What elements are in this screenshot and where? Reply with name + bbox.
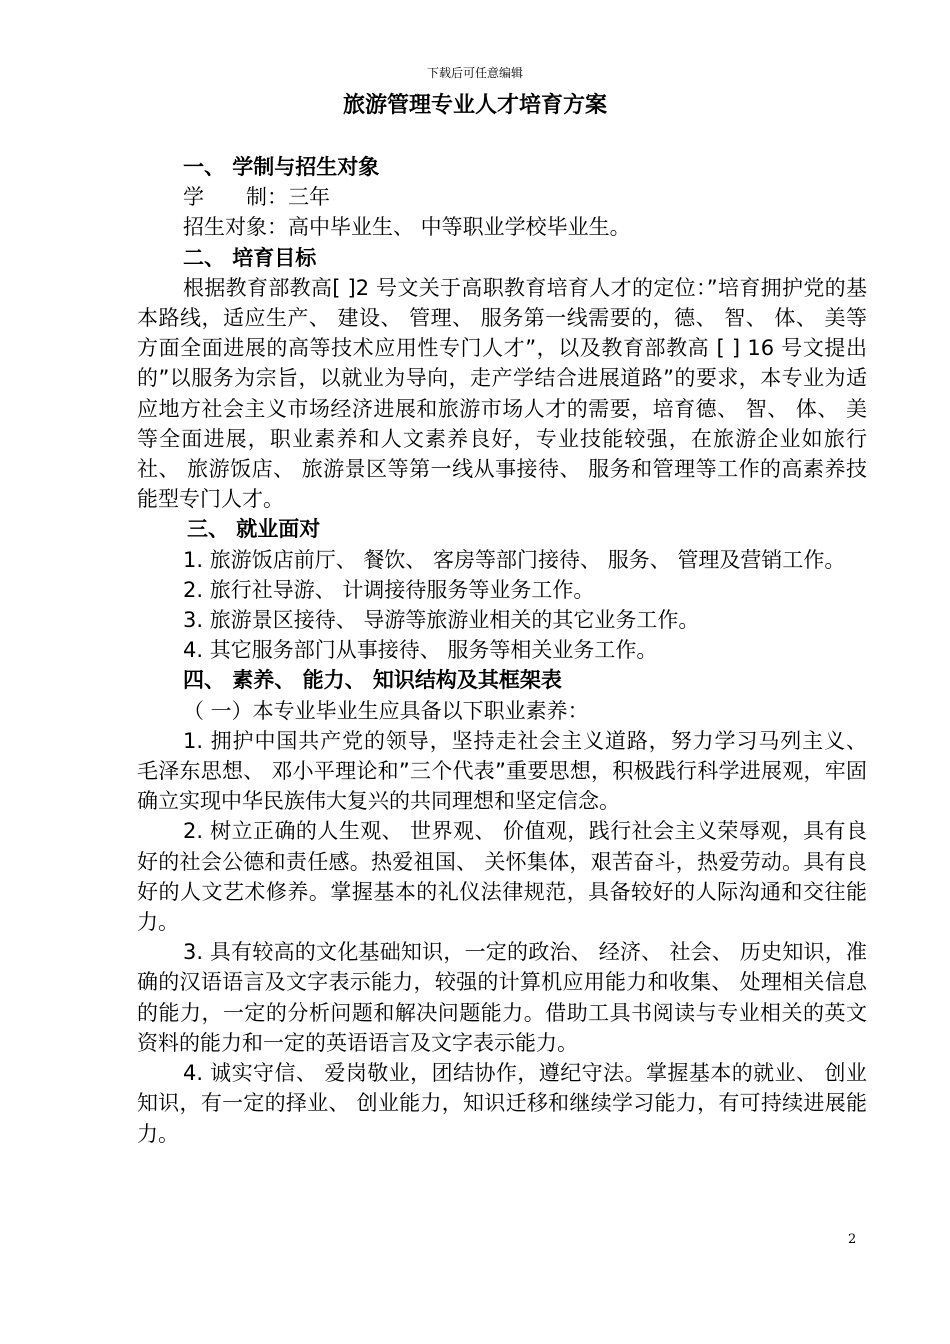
- section-4-subheading: （ 一）本专业毕业生应具备以下职业素养：: [183, 698, 589, 723]
- section-3-item-1: 1. 旅游饭店前厅、 餐饮、 客房等部门接待、 服务、 管理及营销工作。: [183, 547, 846, 572]
- section-1-heading: 一、 学制与招生对象: [183, 155, 380, 179]
- section-1-paragraph-2: 招生对象：高中毕业生、 中等职业学校毕业生。: [183, 215, 631, 240]
- section-3-item-3: 3. 旅游景区接待、 导游等旅游业相关的其它业务工作。: [183, 608, 700, 633]
- page-number: 2: [848, 1232, 857, 1247]
- section-4-item-3: 3. 具有较高的文化基础知识，一定的政治、 经济、 社会、 历史知识，准确的汉语语言及文字表示能力，较强的计算机应用能力和收集、 处理相关信息的能力，一定的分析问题和解决问题能力。借助工具书阅读与专业相关的英文资料的能力和一定的英语语言及文字表示能力。: [137, 940, 867, 1055]
- document-title: 旅游管理专业人才培育方案: [342, 93, 607, 118]
- section-3-item-2: 2. 旅行社导游、 计调接待服务等业务工作。: [183, 577, 595, 602]
- section-3-item-4: 4. 其它服务部门从事接待、 服务等相关业务工作。: [183, 638, 658, 663]
- document-body: [137, 152, 867, 1149]
- section-4-item-4: 4. 诚实守信、 爱岗敬业，团结协作，遵纪守法。掌握基本的就业、 创业知识，有一定的择业、 创业能力，知识迁移和继续学习能力，有可持续进展能力。: [137, 1061, 867, 1146]
- section-4-heading: 四、 素养、 能力、 知识结构及其框架表: [183, 668, 562, 693]
- header-note: 下载后可任意编辑: [426, 66, 523, 80]
- section-2-paragraph: 根据教育部教高[ ]2 号文关于高职教育培育人才的定位：”培育拥护党的基本路线，适应生产、 建设、 管理、 服务第一线需要的，德、 智、 体、 美等方面全面进展的高等技术应用性专门人才”，以及教育部教高 [ ] 16 号文提出的”以服务为宗旨，以就业为导向，走产学结合进展道路”的要求，本专业为适应地方社会主义市场经济进展和旅游市场人才的需要，培育德、 智、 体、 美等全面进展，职业素养和人文素养良好，专业技能较强，在旅游企业如旅行社、 旅游饭店、 旅游景区等第一线从事接待、 服务和管理等工作的高素养技能型专门人才。: [137, 275, 867, 512]
- section-4-item-1: 1. 拥护中国共产党的领导，坚持走社会主义道路，努力学习马列主义、 毛泽东思想、 邓小平理论和”三个代表”重要思想，积极践行科学进展观，牢固确立实现中华民族伟大复兴的共同理想和坚定信念。: [137, 728, 867, 814]
- section-3-heading: 三、 就业面对: [187, 517, 321, 542]
- section-4-item-2: 2. 树立正确的人生观、 世界观、 价值观，践行社会主义荣辱观，具有良好的社会公德和责任感。热爱祖国、 关怀集体，艰苦奋斗，热爱劳动。具有良好的人文艺术修养。掌握基本的礼仪法律规范，具备较好的人际沟通和交往能力。: [137, 819, 867, 935]
- section-2-heading: 二、 培育目标: [183, 245, 317, 270]
- section-1-paragraph-1: 学 制：三年: [183, 185, 330, 210]
